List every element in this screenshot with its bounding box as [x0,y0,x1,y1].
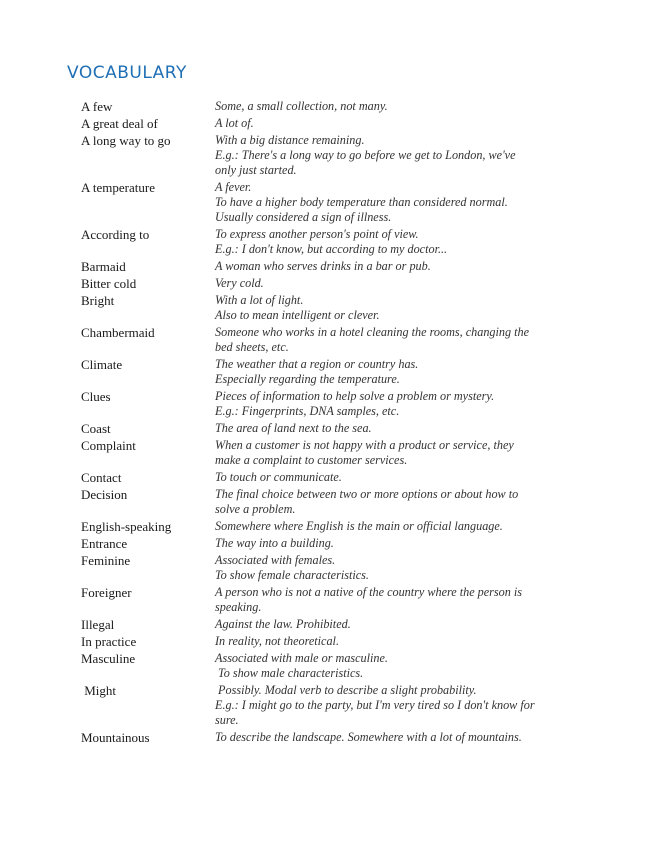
vocab-definition [215,728,621,745]
vocab-term: Chambermaid [81,325,155,340]
definition-line: To show male characteristics. [215,666,364,680]
vocab-entry [81,355,621,387]
vocab-entry [81,632,621,649]
vocab-term: Masculine [81,651,136,666]
definition-line: With a big distance remaining. [215,133,365,147]
definition-line: To express another person's point of view. [215,227,419,241]
definition-line: To touch or communicate. [215,470,342,484]
vocab-definition [215,291,621,323]
vocab-definition [215,632,621,649]
definition-line: A lot of. [215,116,254,130]
definition-line: Somewhere where English is the main or official language. [215,519,503,533]
definition-line: Associated with male or masculine. [215,651,388,665]
vocab-definition [215,355,621,387]
definition-line: speaking. [215,600,262,614]
vocab-entry [81,583,621,615]
vocab-definition [215,468,621,485]
vocab-entry [81,551,621,583]
vocab-term: Contact [81,470,122,485]
definition-line: Usually considered a sign of illness. [215,210,392,224]
vocab-term: Bitter cold [81,276,137,291]
vocab-term: According to [81,227,150,242]
vocab-term: Climate [81,357,123,372]
definition-line: Against the law. Prohibited. [215,617,351,631]
vocab-entry [81,728,621,745]
vocab-entry [81,517,621,534]
vocab-term: In practice [81,634,137,649]
vocab-entry [81,131,621,178]
vocab-term: Complaint [81,438,136,453]
vocab-entry [81,225,621,257]
vocab-entry [81,436,621,468]
definition-line: make a complaint to customer services. [215,453,408,467]
vocab-definition [215,274,621,291]
vocab-entry [81,257,621,274]
vocab-definition [215,615,621,632]
definition-line: In reality, not theoretical. [215,634,339,648]
definition-line: The final choice between two or more options or about how to [215,487,519,501]
vocab-entry [81,468,621,485]
vocab-definition [215,681,621,728]
vocab-definition [215,436,621,468]
definition-line: E.g.: Fingerprints, DNA samples, etc. [215,404,400,418]
vocab-term: A temperature [81,180,155,195]
vocab-entry [81,97,621,114]
definition-line: Also to mean intelligent or clever. [215,308,380,322]
definition-line: A woman who serves drinks in a bar or pub. [215,259,431,273]
vocab-definition [215,485,621,517]
definition-line: The area of land next to the sea. [215,421,372,435]
definition-line: only just started. [215,163,297,177]
vocab-definition [215,225,621,257]
vocab-entry [81,649,621,681]
definition-line: A person who is not a native of the country where the person is [215,585,523,599]
definition-line: bed sheets, etc. [215,340,289,354]
vocab-term: Entrance [81,536,128,551]
vocab-definition [215,323,621,355]
vocab-definition [215,419,621,436]
vocab-entry [81,534,621,551]
definition-line: Someone who works in a hotel cleaning the rooms, changing the [215,325,530,339]
vocab-term: English-speaking [81,519,172,534]
vocab-term: Bright [81,293,115,308]
definition-line: Associated with females. [215,553,336,567]
vocab-term: Coast [81,421,111,436]
vocab-term: Clues [81,389,111,404]
definition-line: E.g.: I might go to the party, but I'm very tired so I don't know for [215,698,535,712]
page-title: VOCABULARY [67,63,187,83]
vocab-term: Illegal [81,617,115,632]
vocab-entry [81,178,621,225]
definition-line: To describe the landscape. Somewhere with a lot of mountains. [215,730,522,744]
vocab-definition [215,583,621,615]
vocab-term: A few [81,99,113,114]
vocab-term: Feminine [81,553,131,568]
vocab-entry [81,387,621,419]
definition-line: The way into a building. [215,536,334,550]
vocab-definition [215,387,621,419]
vocab-entry [81,485,621,517]
vocab-entry [81,114,621,131]
vocabulary-list [81,97,621,745]
definition-line: To have a higher body temperature than considered normal. [215,195,508,209]
definition-line: Pieces of information to help solve a problem or mystery. [215,389,495,403]
vocab-term: A long way to go [81,133,171,148]
vocab-term: Foreigner [81,585,132,600]
definition-line: A fever. [215,180,252,194]
vocab-definition [215,534,621,551]
vocab-term: Might [81,683,117,698]
definition-line: E.g.: There's a long way to go before we get to London, we've [215,148,516,162]
definition-line: Some, a small collection, not many. [215,99,388,113]
vocab-definition [215,178,621,225]
vocab-term: Decision [81,487,128,502]
definition-line: Especially regarding the temperature. [215,372,400,386]
definition-line: sure. [215,713,239,727]
vocab-definition [215,649,621,681]
definition-line: The weather that a region or country has. [215,357,419,371]
vocab-entry [81,681,621,728]
vocab-term: Mountainous [81,730,150,745]
vocab-term: Barmaid [81,259,126,274]
definition-line: When a customer is not happy with a product or service, they [215,438,514,452]
vocab-definition [215,114,621,131]
vocab-entry [81,323,621,355]
definition-line: E.g.: I don't know, but according to my doctor... [215,242,448,256]
vocab-definition [215,97,621,114]
vocab-entry [81,291,621,323]
vocab-definition [215,517,621,534]
vocab-definition [215,131,621,178]
definition-line: To show female characteristics. [215,568,369,582]
definition-line: Very cold. [215,276,264,290]
vocab-entry [81,419,621,436]
definition-line: With a lot of light. [215,293,304,307]
vocab-entry [81,274,621,291]
definition-line: solve a problem. [215,502,296,516]
vocab-term: A great deal of [81,116,158,131]
vocab-definition [215,257,621,274]
vocab-definition [215,551,621,583]
definition-line: Possibly. Modal verb to describe a slight probability. [215,683,477,697]
vocab-entry [81,615,621,632]
